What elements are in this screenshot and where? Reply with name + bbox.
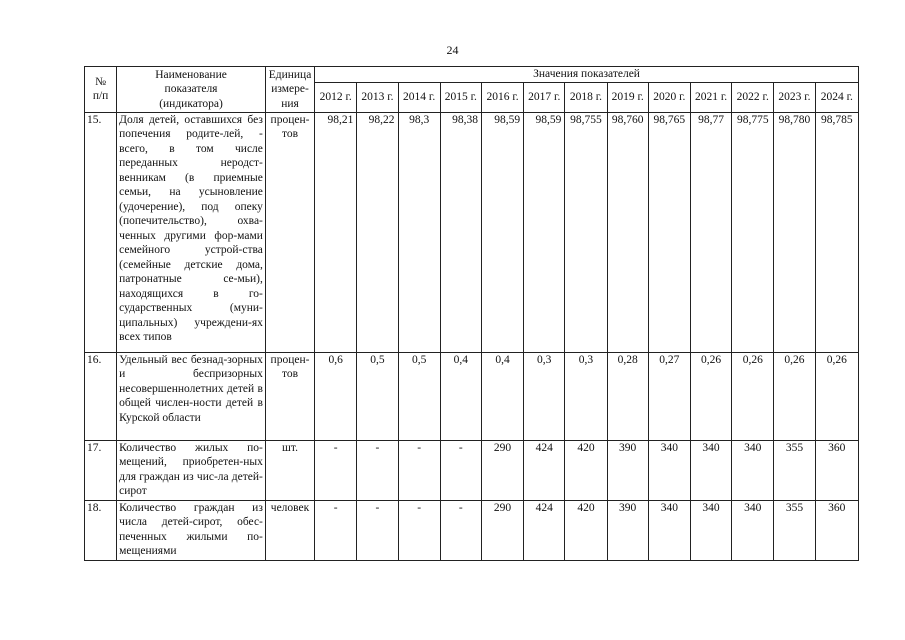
value-cell: 390 [607,440,648,500]
value-cell: 0,4 [440,352,481,440]
value-cell: - [357,500,398,560]
value-cell: 0,3 [524,352,565,440]
value-cell: 98,59 [524,112,565,352]
value-cell: 98,59 [481,112,523,352]
value-cell: 340 [690,500,731,560]
indicator-name: Количество граждан из числа детей-сирот, обес-печенных жилыми по-мещениями [117,500,266,560]
value-cell: 98,765 [648,112,690,352]
header-year: 2016 г. [481,82,523,112]
value-cell: 98,755 [565,112,607,352]
value-cell: 0,4 [481,352,523,440]
row-number: 16. [85,352,117,440]
value-cell: 290 [481,440,523,500]
value-cell: - [440,440,481,500]
row-number: 17. [85,440,117,500]
header-year: 2014 г. [398,82,440,112]
header-unit [265,67,314,113]
value-cell: 340 [648,440,690,500]
value-cell: 98,780 [774,112,815,352]
unit-cell: человек [265,500,314,560]
value-cell: - [315,500,357,560]
value-cell: 0,28 [607,352,648,440]
value-cell: 424 [524,440,565,500]
value-cell: - [440,500,481,560]
indicator-name: Доля детей, оставшихся без попечения родите-лей, - всего, в том числе переданных неродст-венникам (в приемные семьи, на усыновление (удочерение), под опеку (попечительство), охва-ченных другими фор-мами семейного устрой-ства (семейные детские дома, патронатные се-мьи), находящихся в го-сударственных (муни-ципальных) учреждени-ях всех типов [117,112,266,352]
header-year: 2022 г. [732,82,774,112]
value-cell: 98,77 [690,112,731,352]
value-cell: 340 [648,500,690,560]
value-cell: 98,785 [815,112,858,352]
value-cell: 0,3 [565,352,607,440]
value-cell: - [315,440,357,500]
value-cell: 340 [732,440,774,500]
header-year: 2012 г. [315,82,357,112]
indicator-name: Количество жилых по-мещений, приобретен-ных для граждан из чис-ла детей-сирот [117,440,266,500]
header-year: 2019 г. [607,82,648,112]
table-row [85,440,859,500]
value-cell: - [357,440,398,500]
value-cell: 98,760 [607,112,648,352]
unit-cell: процен-тов [265,112,314,352]
value-cell: 0,5 [357,352,398,440]
table-row [85,500,859,560]
value-cell: 98,775 [732,112,774,352]
value-cell: 98,22 [357,112,398,352]
value-cell: 420 [565,440,607,500]
value-cell: 420 [565,500,607,560]
value-cell: 290 [481,500,523,560]
value-cell: 98,21 [315,112,357,352]
header-unit-text: Единица измере- ния [268,68,312,110]
value-cell: 424 [524,500,565,560]
header-year: 2021 г. [690,82,731,112]
indicators-table [84,66,859,561]
header-year: 2024 г. [815,82,858,112]
value-cell: 0,26 [815,352,858,440]
header-name-text: Наименование показателя (индикатора) [155,68,227,110]
row-number: 15. [85,112,117,352]
value-cell: 360 [815,500,858,560]
value-cell: 0,6 [315,352,357,440]
value-cell: 340 [690,440,731,500]
table-row [85,112,859,352]
header-year: 2017 г. [524,82,565,112]
value-cell: 0,26 [732,352,774,440]
value-cell: 0,27 [648,352,690,440]
header-name [117,67,266,113]
value-cell: - [398,440,440,500]
header-year: 2015 г. [440,82,481,112]
value-cell: 360 [815,440,858,500]
value-cell: 355 [774,440,815,500]
header-values-group: Значения показателей [315,67,859,83]
header-num [85,67,117,113]
unit-cell: процен-тов [265,352,314,440]
header-year: 2018 г. [565,82,607,112]
value-cell: 0,26 [690,352,731,440]
indicator-name: Удельный вес безнад-зорных и беспризорных несовершеннолетних детей в общей числен-ности детей в Курской области [117,352,266,440]
value-cell: 98,3 [398,112,440,352]
value-cell: 390 [607,500,648,560]
header-year: 2023 г. [774,82,815,112]
header-year: 2020 г. [648,82,690,112]
page-number: 24 [446,43,459,57]
value-cell: 0,26 [774,352,815,440]
value-cell: 355 [774,500,815,560]
table-row [85,352,859,440]
value-cell: 340 [732,500,774,560]
value-cell: 0,5 [398,352,440,440]
header-num-line1: № п/п [92,75,109,103]
header-year: 2013 г. [357,82,398,112]
row-number: 18. [85,500,117,560]
unit-cell: шт. [265,440,314,500]
value-cell: - [398,500,440,560]
value-cell: 98,38 [440,112,481,352]
